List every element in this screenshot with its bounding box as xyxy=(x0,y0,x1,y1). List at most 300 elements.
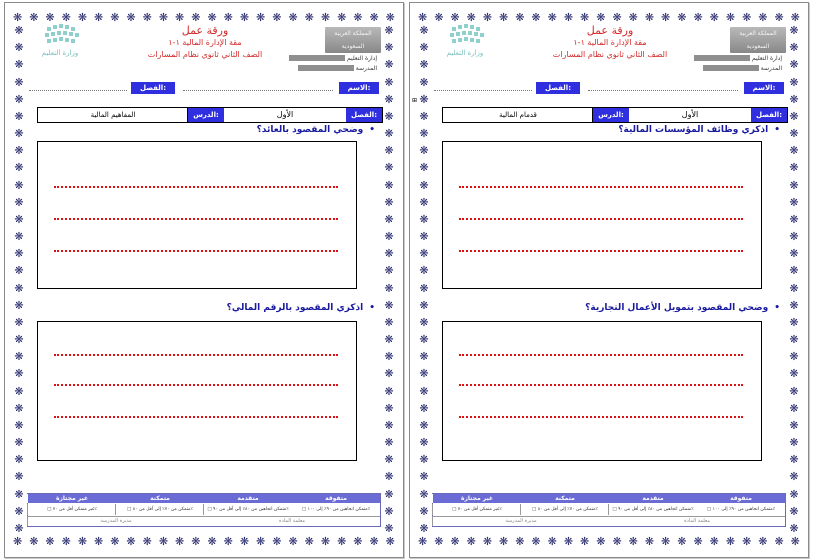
grade-title: الصف الثاني ثانوي نظام المسارات xyxy=(552,50,668,59)
answer-line xyxy=(54,250,338,252)
answer-line xyxy=(459,186,743,188)
ornament-icon: ❋ xyxy=(384,25,394,37)
ornament-icon: ❋ xyxy=(419,367,429,381)
ornament-icon: ❋ xyxy=(789,315,799,329)
ornament-icon: ❋ xyxy=(789,504,799,518)
chapter-value: الأول xyxy=(628,108,751,122)
ornament-icon: ❋ xyxy=(14,350,24,364)
ornament-icon: ❋ xyxy=(14,333,24,347)
ornament-icon: ❋ xyxy=(789,25,799,37)
answer-line xyxy=(54,354,338,356)
teacher-signature: معلمة المادة xyxy=(204,516,380,526)
ornament-icon: ❋ xyxy=(207,535,217,548)
ornament-icon: ❋ xyxy=(110,535,120,548)
ornament-icon: ❋ xyxy=(288,535,298,548)
ornament-icon: ❋ xyxy=(384,470,394,484)
student-info-row xyxy=(27,82,379,96)
ornament-icon: ❋ xyxy=(29,535,39,548)
ornament-icon: ❋ xyxy=(677,11,687,24)
principal-signature: مديرة المدرسة xyxy=(27,516,204,526)
ornament-icon: ❋ xyxy=(191,535,201,548)
ornament-icon: ❋ xyxy=(789,58,799,72)
ornament-icon: ❋ xyxy=(563,535,574,548)
ornament-icon: ❋ xyxy=(14,178,24,192)
rubric-header: متفوقة xyxy=(697,494,785,503)
ornament-icon: ❋ xyxy=(14,41,24,55)
ornament-icon: ❋ xyxy=(693,11,703,24)
ornament-icon: ❋ xyxy=(482,535,493,548)
ministry-logo xyxy=(27,23,93,65)
ornament-icon: ❋ xyxy=(742,11,752,24)
ornament-icon: ❋ xyxy=(304,11,314,24)
ornament-icon: ❋ xyxy=(142,535,152,548)
ornament-icon: ❋ xyxy=(337,11,347,24)
question-2: •وضحي المقصود بتمويل الأعمال التجارية؟ xyxy=(585,303,780,313)
ornament-icon: ❋ xyxy=(419,58,429,72)
ornament-icon: ❋ xyxy=(789,247,799,261)
ornament-icon: ❋ xyxy=(419,127,429,141)
lesson-value: المفاهيم المالية xyxy=(37,108,188,122)
ornament-icon: ❋ xyxy=(288,11,298,24)
ornament-icon: ❋ xyxy=(384,178,394,192)
assessment-rubric xyxy=(432,493,786,527)
ornament-icon: ❋ xyxy=(207,11,217,24)
ornament-icon: ❋ xyxy=(384,298,394,312)
move-handle-icon[interactable]: ⊞ xyxy=(412,97,418,104)
ornament-icon: ❋ xyxy=(419,384,429,398)
ornament-icon: ❋ xyxy=(419,521,429,535)
rubric-header: متفوقة xyxy=(292,494,380,503)
ornament-icon: ❋ xyxy=(61,11,71,24)
rubric-checkbox[interactable]: □ متمكن اتجاهين من ٨٠٪ إلى أقل من ٩٠٪ xyxy=(203,504,292,515)
ministry-logo-text: وزارة التعليم xyxy=(446,49,484,57)
ornament-icon: ❋ xyxy=(547,535,557,548)
ornament-icon: ❋ xyxy=(580,11,590,24)
ornament-icon: ❋ xyxy=(789,401,799,415)
ornament-icon: ❋ xyxy=(14,298,24,312)
ornament-icon: ❋ xyxy=(419,230,429,244)
rubric-checkbox[interactable]: □ متمكن من ٧٠٪ إلى أقل من ٨٠٪ xyxy=(520,504,609,515)
ornament-icon: ❋ xyxy=(531,535,541,548)
answer-box-1[interactable] xyxy=(442,141,762,289)
ornament-icon: ❋ xyxy=(789,178,799,192)
ornament-icon: ❋ xyxy=(758,11,768,24)
ornament-icon: ❋ xyxy=(419,25,429,37)
kingdom-emblem: المملكة العربية السعودية xyxy=(730,27,786,53)
ornament-icon: ❋ xyxy=(419,178,429,192)
ornament-icon: ❋ xyxy=(384,418,394,432)
ornament-icon: ❋ xyxy=(384,384,394,398)
answer-line xyxy=(459,416,743,418)
ornament-icon: ❋ xyxy=(77,535,88,548)
name-input-line[interactable] xyxy=(183,90,333,92)
ornament-icon: ❋ xyxy=(789,350,799,364)
border-left xyxy=(418,25,430,535)
ornament-icon: ❋ xyxy=(661,11,671,24)
ornament-icon: ❋ xyxy=(419,298,429,312)
ornament-icon: ❋ xyxy=(385,11,395,24)
ornament-icon: ❋ xyxy=(14,247,24,261)
ornament-icon: ❋ xyxy=(789,161,799,175)
worksheet-title: ورقة عمل xyxy=(181,24,229,37)
ornament-icon: ❋ xyxy=(14,401,24,415)
ornament-icon: ❋ xyxy=(384,315,394,329)
ornament-icon: ❋ xyxy=(789,75,799,89)
worksheet-page-left xyxy=(4,2,404,558)
ornament-icon: ❋ xyxy=(758,535,768,548)
ornament-icon: ❋ xyxy=(515,11,525,24)
ornament-icon: ❋ xyxy=(14,212,24,226)
ornament-icon: ❋ xyxy=(774,11,784,24)
ornament-icon: ❋ xyxy=(14,436,24,450)
ornament-icon: ❋ xyxy=(482,11,493,24)
chapter-label: الفصل: xyxy=(751,108,787,122)
ornament-icon: ❋ xyxy=(14,521,24,535)
question-2: •اذكري المقصود بالرقم المالي؟ xyxy=(226,303,375,313)
ornament-icon: ❋ xyxy=(419,350,429,364)
ornament-icon: ❋ xyxy=(789,418,799,432)
ornament-icon: ❋ xyxy=(384,401,394,415)
border-left xyxy=(13,25,25,535)
subject-title: مقة الإدارة المالية ١-١ xyxy=(573,38,647,47)
worksheet-title-block xyxy=(520,25,700,61)
ornament-icon: ❋ xyxy=(661,535,671,548)
ornament-icon: ❋ xyxy=(547,11,557,24)
border-right xyxy=(788,25,800,535)
ornament-icon: ❋ xyxy=(419,418,429,432)
ornament-icon: ❋ xyxy=(384,161,394,175)
ornament-icon: ❋ xyxy=(142,11,152,24)
ornament-icon: ❋ xyxy=(385,535,395,548)
ornament-icon: ❋ xyxy=(320,535,331,548)
ornament-icon: ❋ xyxy=(256,11,266,24)
teacher-signature: معلمة المادة xyxy=(609,516,785,526)
border-right xyxy=(383,25,395,535)
ornament-icon: ❋ xyxy=(789,230,799,244)
ornament-icon: ❋ xyxy=(384,92,394,106)
answer-box-2[interactable] xyxy=(37,321,357,461)
answer-line xyxy=(459,384,743,386)
ornament-icon: ❋ xyxy=(94,11,104,24)
class-label: الفصل: xyxy=(131,82,175,94)
ornament-icon: ❋ xyxy=(725,535,736,548)
ornament-icon: ❋ xyxy=(369,535,379,548)
ornament-icon: ❋ xyxy=(531,11,541,24)
ornament-icon: ❋ xyxy=(789,264,799,278)
ornament-icon: ❋ xyxy=(158,11,169,24)
ornament-icon: ❋ xyxy=(499,11,509,24)
lesson-label: الدرس: xyxy=(592,108,629,122)
ornament-icon: ❋ xyxy=(789,436,799,450)
ornament-icon: ❋ xyxy=(384,212,394,226)
ornament-icon: ❋ xyxy=(384,521,394,535)
ornament-icon: ❋ xyxy=(61,535,71,548)
ornament-icon: ❋ xyxy=(563,11,574,24)
worksheet-title: ورقة عمل xyxy=(586,24,634,37)
rubric-checkbox[interactable]: □ متمكن من ٧٠٪ إلى أقل من ٨٠٪ xyxy=(115,504,204,515)
ornament-icon: ❋ xyxy=(223,535,233,548)
rubric-checkbox[interactable]: □ غير متمكن أقل من ٧٠٪ xyxy=(27,504,116,515)
answer-line xyxy=(459,218,743,220)
ornament-icon: ❋ xyxy=(789,521,799,535)
ornament-icon: ❋ xyxy=(419,195,429,209)
ornament-icon: ❋ xyxy=(14,470,24,484)
ornament-icon: ❋ xyxy=(320,11,331,24)
ornament-icon: ❋ xyxy=(14,144,24,158)
ornament-icon: ❋ xyxy=(709,11,719,24)
answer-line xyxy=(459,250,743,252)
ornament-icon: ❋ xyxy=(14,58,24,72)
ornament-icon: ❋ xyxy=(384,264,394,278)
ornament-icon: ❋ xyxy=(774,535,784,548)
ornament-icon: ❋ xyxy=(223,11,233,24)
ornament-icon: ❋ xyxy=(239,535,250,548)
ornament-icon: ❋ xyxy=(789,281,799,295)
ornament-icon: ❋ xyxy=(13,535,23,548)
ornament-icon: ❋ xyxy=(628,11,638,24)
ornament-icon: ❋ xyxy=(419,470,429,484)
class-label: الفصل: xyxy=(536,82,580,94)
ornament-icon: ❋ xyxy=(384,281,394,295)
ornament-icon: ❋ xyxy=(110,11,120,24)
ornament-icon: ❋ xyxy=(14,384,24,398)
ornament-icon: ❋ xyxy=(304,535,314,548)
lesson-value: قدمام المالية xyxy=(442,108,593,122)
ornament-icon: ❋ xyxy=(14,367,24,381)
ornament-icon: ❋ xyxy=(175,11,185,24)
ornament-icon: ❋ xyxy=(94,535,104,548)
ornament-icon: ❋ xyxy=(14,504,24,518)
question-1: •اذكري وظائف المؤسسات المالية؟ xyxy=(618,125,780,135)
assessment-rubric xyxy=(27,493,381,527)
ornament-icon: ❋ xyxy=(14,264,24,278)
chapter-value: الأول xyxy=(223,108,346,122)
ornament-icon: ❋ xyxy=(450,535,460,548)
ornament-icon: ❋ xyxy=(466,11,476,24)
ornament-icon: ❋ xyxy=(384,109,394,123)
grade-title: الصف الثاني ثانوي نظام المسارات xyxy=(147,50,263,59)
ornament-icon: ❋ xyxy=(419,161,429,175)
ornament-icon: ❋ xyxy=(384,504,394,518)
ornament-icon: ❋ xyxy=(419,75,429,89)
ornament-icon: ❋ xyxy=(272,11,282,24)
ornament-icon: ❋ xyxy=(419,281,429,295)
ornament-icon: ❋ xyxy=(256,535,266,548)
chapter-label: الفصل: xyxy=(346,108,382,122)
ornament-icon: ❋ xyxy=(13,11,23,24)
class-input-line[interactable] xyxy=(434,90,532,92)
question-1: •وضحي المقصود بالعائد؟ xyxy=(256,125,375,135)
ornament-icon: ❋ xyxy=(789,298,799,312)
ornament-icon: ❋ xyxy=(434,11,444,24)
ornament-icon: ❋ xyxy=(419,144,429,158)
rubric-header: غير مجتازة xyxy=(432,494,521,503)
ornament-icon: ❋ xyxy=(580,535,590,548)
ornament-icon: ❋ xyxy=(790,535,800,548)
ornament-icon: ❋ xyxy=(384,127,394,141)
ornament-icon: ❋ xyxy=(790,11,800,24)
ornament-icon: ❋ xyxy=(126,535,136,548)
name-label: الاسم: xyxy=(339,82,379,94)
border-bottom xyxy=(418,535,800,549)
ornament-icon: ❋ xyxy=(369,11,379,24)
ornament-icon: ❋ xyxy=(419,41,429,55)
ornament-icon: ❋ xyxy=(742,535,752,548)
rubric-header: متمكنة xyxy=(115,494,204,503)
ornament-icon: ❋ xyxy=(789,109,799,123)
ornament-icon: ❋ xyxy=(419,264,429,278)
ornament-icon: ❋ xyxy=(14,25,24,37)
rubric-header: متقدمة xyxy=(608,494,697,503)
ornament-icon: ❋ xyxy=(126,11,136,24)
ornament-icon: ❋ xyxy=(628,535,638,548)
ornament-icon: ❋ xyxy=(419,333,429,347)
lesson-info-row xyxy=(442,107,788,123)
ornament-icon: ❋ xyxy=(419,247,429,261)
ornament-icon: ❋ xyxy=(77,11,88,24)
ornament-icon: ❋ xyxy=(384,487,394,501)
ornament-icon: ❋ xyxy=(384,367,394,381)
ornament-icon: ❋ xyxy=(789,127,799,141)
ornament-icon: ❋ xyxy=(14,161,24,175)
ornament-icon: ❋ xyxy=(789,144,799,158)
ornament-icon: ❋ xyxy=(175,535,185,548)
ornament-icon: ❋ xyxy=(677,535,687,548)
ornament-icon: ❋ xyxy=(789,212,799,226)
ornament-icon: ❋ xyxy=(709,535,719,548)
ornament-icon: ❋ xyxy=(384,144,394,158)
rubric-checkbox[interactable]: □ غير متمكن أقل من ٧٠٪ xyxy=(432,504,521,515)
ornament-icon: ❋ xyxy=(644,535,655,548)
answer-box-1[interactable] xyxy=(37,141,357,289)
ornament-icon: ❋ xyxy=(789,470,799,484)
ornament-icon: ❋ xyxy=(596,11,606,24)
ornament-icon: ❋ xyxy=(384,230,394,244)
school-field: المدرسة xyxy=(289,65,377,71)
kingdom-emblem: المملكة العربية السعودية xyxy=(325,27,381,53)
book-logo-icon xyxy=(27,23,93,49)
ornament-icon: ❋ xyxy=(789,384,799,398)
rubric-header: متقدمة xyxy=(203,494,292,503)
ornament-icon: ❋ xyxy=(789,195,799,209)
ornament-icon: ❋ xyxy=(466,535,476,548)
ministry-logo-text: وزارة التعليم xyxy=(41,49,79,57)
ornament-icon: ❋ xyxy=(14,281,24,295)
answer-line xyxy=(54,218,338,220)
ornament-icon: ❋ xyxy=(419,453,429,467)
ornament-icon: ❋ xyxy=(14,92,24,106)
ornament-icon: ❋ xyxy=(272,535,282,548)
ornament-icon: ❋ xyxy=(612,535,622,548)
answer-box-2[interactable] xyxy=(442,321,762,461)
ornament-icon: ❋ xyxy=(596,535,606,548)
ornament-icon: ❋ xyxy=(789,367,799,381)
ornament-icon: ❋ xyxy=(384,41,394,55)
ornament-icon: ❋ xyxy=(419,315,429,329)
ornament-icon: ❋ xyxy=(384,195,394,209)
ornament-icon: ❋ xyxy=(384,333,394,347)
ornament-icon: ❋ xyxy=(515,535,525,548)
ornament-icon: ❋ xyxy=(14,127,24,141)
ornament-icon: ❋ xyxy=(789,41,799,55)
rubric-checkbox[interactable]: □ متمكن اتجاهين من ٩٠٪ إلى ١٠٠٪ xyxy=(706,507,776,512)
ornament-icon: ❋ xyxy=(418,11,428,24)
book-logo-icon xyxy=(432,23,498,49)
worksheet-title-block xyxy=(115,25,295,61)
subject-title: مقة الإدارة المالية ١-١ xyxy=(168,38,242,47)
lesson-info-row xyxy=(37,107,383,123)
answer-line xyxy=(54,416,338,418)
ornament-icon: ❋ xyxy=(499,535,509,548)
ornament-icon: ❋ xyxy=(14,230,24,244)
ornament-icon: ❋ xyxy=(14,109,24,123)
ornament-icon: ❋ xyxy=(384,453,394,467)
ornament-icon: ❋ xyxy=(384,75,394,89)
ornament-icon: ❋ xyxy=(384,247,394,261)
ornament-icon: ❋ xyxy=(337,535,347,548)
ornament-icon: ❋ xyxy=(419,212,429,226)
ornament-icon: ❋ xyxy=(789,487,799,501)
ornament-icon: ❋ xyxy=(419,109,429,123)
name-input-line[interactable] xyxy=(588,90,738,92)
answer-line xyxy=(54,384,338,386)
rubric-checkbox[interactable]: □ متمكن اتجاهين من ٨٠٪ إلى أقل من ٩٠٪ xyxy=(608,504,697,515)
ornament-icon: ❋ xyxy=(434,535,444,548)
ornament-icon: ❋ xyxy=(419,436,429,450)
ornament-icon: ❋ xyxy=(725,11,736,24)
rubric-header: غير مجتازة xyxy=(27,494,116,503)
ornament-icon: ❋ xyxy=(789,453,799,467)
ornament-icon: ❋ xyxy=(29,11,39,24)
answer-line xyxy=(459,354,743,356)
border-bottom xyxy=(13,535,395,549)
rubric-header: متمكنة xyxy=(520,494,609,503)
department-field: إدارة التعليم xyxy=(694,55,782,61)
ornament-icon: ❋ xyxy=(191,11,201,24)
name-label: الاسم: xyxy=(744,82,784,94)
ornament-icon: ❋ xyxy=(693,535,703,548)
ornament-icon: ❋ xyxy=(419,504,429,518)
ornament-icon: ❋ xyxy=(384,58,394,72)
ornament-icon: ❋ xyxy=(418,535,428,548)
ornament-icon: ❋ xyxy=(353,535,363,548)
ornament-icon: ❋ xyxy=(789,333,799,347)
department-field: إدارة التعليم xyxy=(289,55,377,61)
ornament-icon: ❋ xyxy=(612,11,622,24)
ornament-icon: ❋ xyxy=(14,195,24,209)
ornament-icon: ❋ xyxy=(14,487,24,501)
rubric-checkbox[interactable]: □ متمكن اتجاهين من ٩٠٪ إلى ١٠٠٪ xyxy=(301,507,371,512)
ornament-icon: ❋ xyxy=(384,436,394,450)
ornament-icon: ❋ xyxy=(158,535,169,548)
ornament-icon: ❋ xyxy=(644,11,655,24)
ornament-icon: ❋ xyxy=(419,487,429,501)
ornament-icon: ❋ xyxy=(45,11,55,24)
ornament-icon: ❋ xyxy=(14,315,24,329)
ornament-icon: ❋ xyxy=(384,350,394,364)
ornament-icon: ❋ xyxy=(419,92,429,106)
ministry-logo xyxy=(432,23,498,65)
lesson-label: الدرس: xyxy=(187,108,224,122)
ornament-icon: ❋ xyxy=(14,418,24,432)
principal-signature: مديرة المدرسة xyxy=(432,516,609,526)
worksheet-page-right xyxy=(409,2,809,558)
ornament-icon: ❋ xyxy=(14,453,24,467)
class-input-line[interactable] xyxy=(29,90,127,92)
ornament-icon: ❋ xyxy=(239,11,250,24)
student-info-row xyxy=(432,82,784,96)
ornament-icon: ❋ xyxy=(45,535,55,548)
